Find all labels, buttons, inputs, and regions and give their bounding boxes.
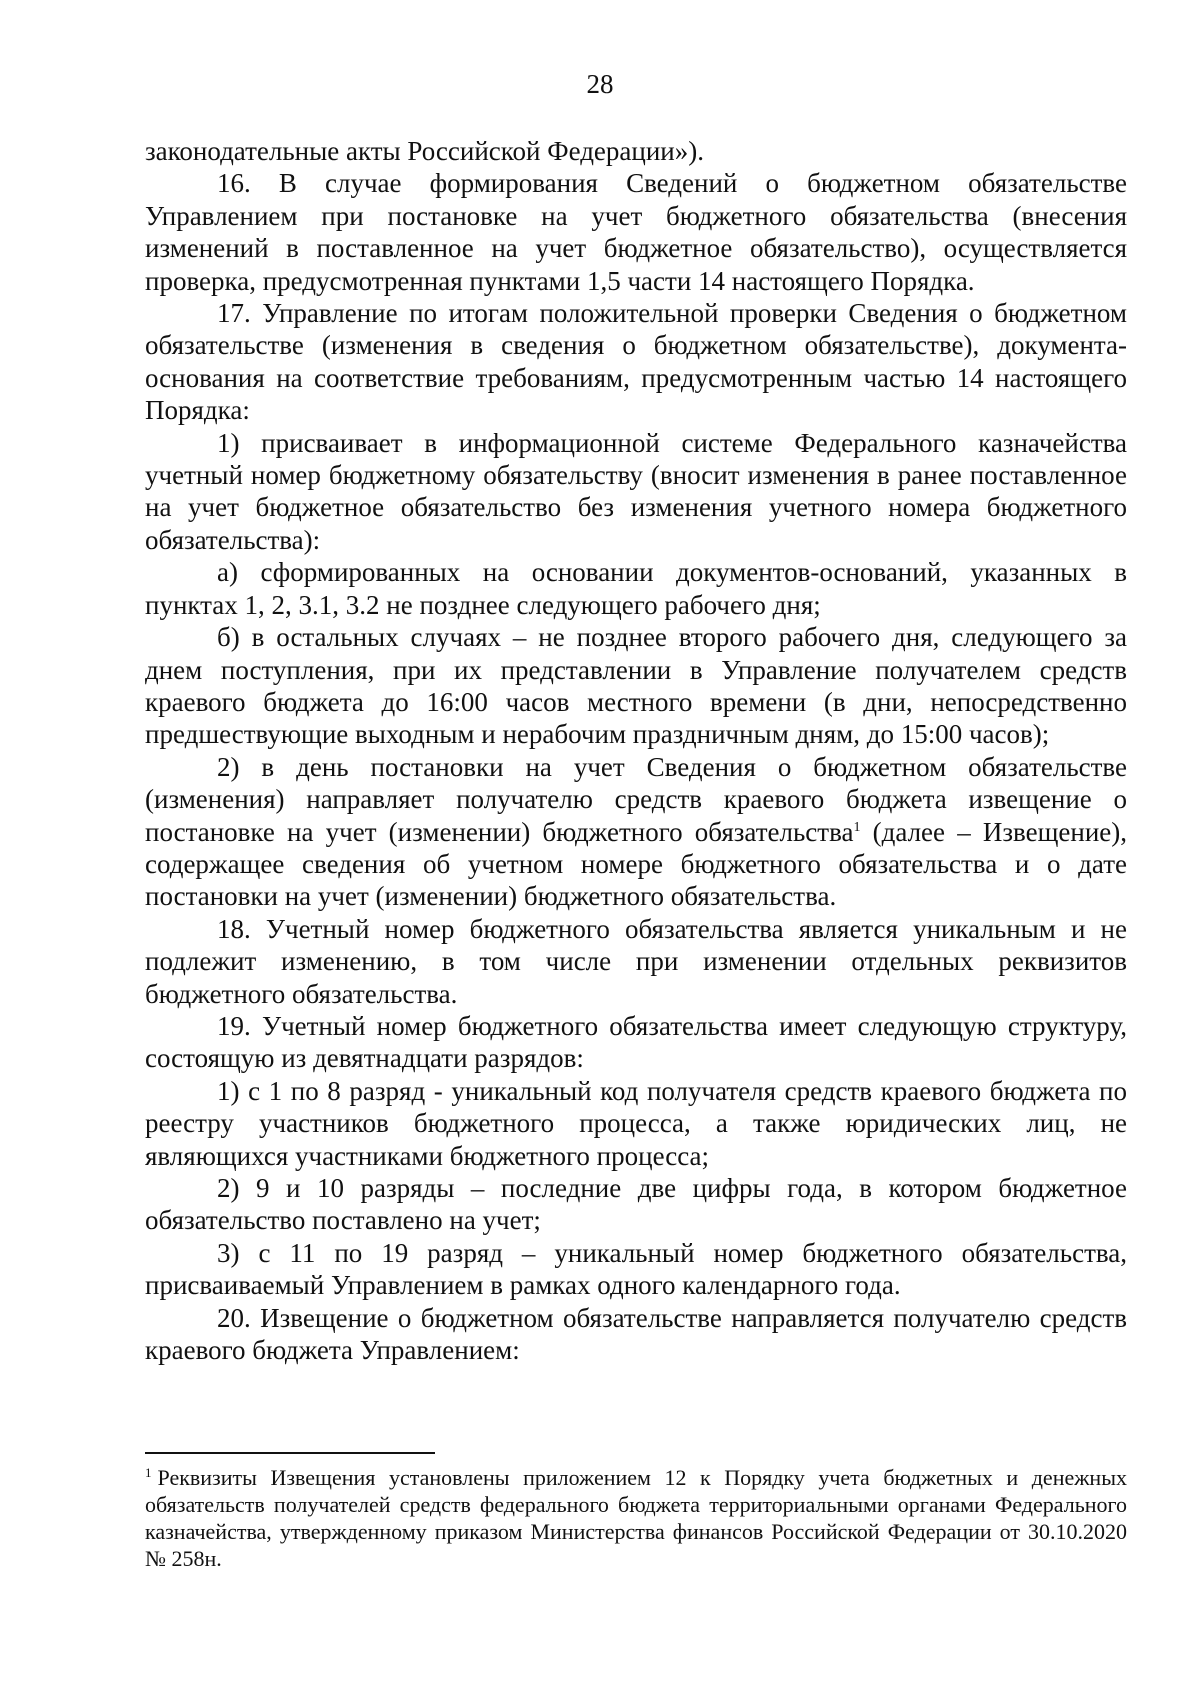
paragraph-16: 16. В случае формирования Сведений о бюджетном обязательстве Управлением при постановке на учет бюджетного обязательства (внесения изменений в поставленное на учет бюджетное обязательство), осуществляется проверка, предусмотренная пунктами 1,5 части 14 настоящего Порядка. bbox=[145, 168, 1127, 296]
paragraph-19: 19. Учетный номер бюджетного обязательства имеет следующую структуру, состоящую из девятнадцати разрядов: bbox=[145, 1010, 1127, 1074]
footnote bbox=[145, 1464, 1127, 1572]
paragraph-17-item-1b: б) в остальных случаях – не позднее второго рабочего дня, следующего за днем поступления, при их представлении в Управление получателем средств краевого бюджета до 16:00 часов местного времени (в дни, непосредственно предшествующие выходным и нерабочим праздничным дням, до 15:00 часов); bbox=[145, 622, 1127, 750]
document-body bbox=[145, 135, 1127, 1366]
paragraph-17: 17. Управление по итогам положительной проверки Сведения о бюджетном обязательстве (изменения в сведения о бюджетном обязательстве), документа-основания на соответствие требованиям, предусмотренным частью 14 настоящего Порядка: bbox=[145, 298, 1127, 426]
page-number: 28 bbox=[586, 69, 614, 99]
footnote-reference[interactable]: 1 bbox=[853, 819, 861, 835]
paragraph-text: (далее – Извещение), содержащее сведения об учетном номере бюджетного обязательства и о дате постановки на учет (изменении) бюджетного обязательства. bbox=[145, 816, 1128, 912]
paragraph-text: 2) в день постановки на учет Сведения о бюджетном обязательстве (изменения) направляет получателю средств краевого бюджета извещение о постановке на учет (изменении) бюджетного обязательства bbox=[145, 751, 1127, 847]
paragraph-19-item-3: 3) с 11 по 19 разряд – уникальный номер бюджетного обязательства, присваиваемый Управлением в рамках одного календарного года. bbox=[145, 1237, 1127, 1301]
paragraph-20: 20. Извещение о бюджетном обязательстве направляется получателю средств краевого бюджета Управлением: bbox=[145, 1302, 1127, 1366]
footnote-marker: 1 bbox=[145, 1465, 152, 1480]
paragraph: законодательные акты Российской Федерации»). bbox=[145, 136, 704, 166]
paragraph-19-item-2: 2) 9 и 10 разряды – последние две цифры года, в котором бюджетное обязательство поставлено на учет; bbox=[145, 1173, 1127, 1236]
footnote-text: Реквизиты Извещения установлены приложением 12 к Порядку учета бюджетных и денежных обязательств получателей средств федерального бюджета территориальными органами Федерального казначейства, утвержденному приказом Министерства финансов Российской Федерации от 30.10.2020 № 258н. bbox=[145, 1465, 1127, 1571]
paragraph-17-item-2 bbox=[145, 751, 1127, 913]
footnote-separator bbox=[145, 1452, 435, 1454]
paragraph-19-item-1: 1) с 1 по 8 разряд - уникальный код получателя средств краевого бюджета по реестру участников бюджетного процесса, а также юридических лиц, не являющихся участниками бюджетного процесса; bbox=[145, 1075, 1127, 1171]
paragraph-17-item-1: 1) присваивает в информационной системе Федерального казначейства учетный номер бюджетному обязательству (вносит изменения в ранее поставленное на учет бюджетное обязательство без изменения учетного номера бюджетного обязательства): bbox=[145, 427, 1127, 555]
paragraph-18: 18. Учетный номер бюджетного обязательства является уникальным и не подлежит изменению, в том числе при изменении отдельных реквизитов бюджетного обязательства. bbox=[145, 913, 1127, 1009]
paragraph-17-item-1a: а) сформированных на основании документов-оснований, указанных в пунктах 1, 2, 3.1, 3.2 не позднее следующего рабочего дня; bbox=[145, 557, 1127, 620]
